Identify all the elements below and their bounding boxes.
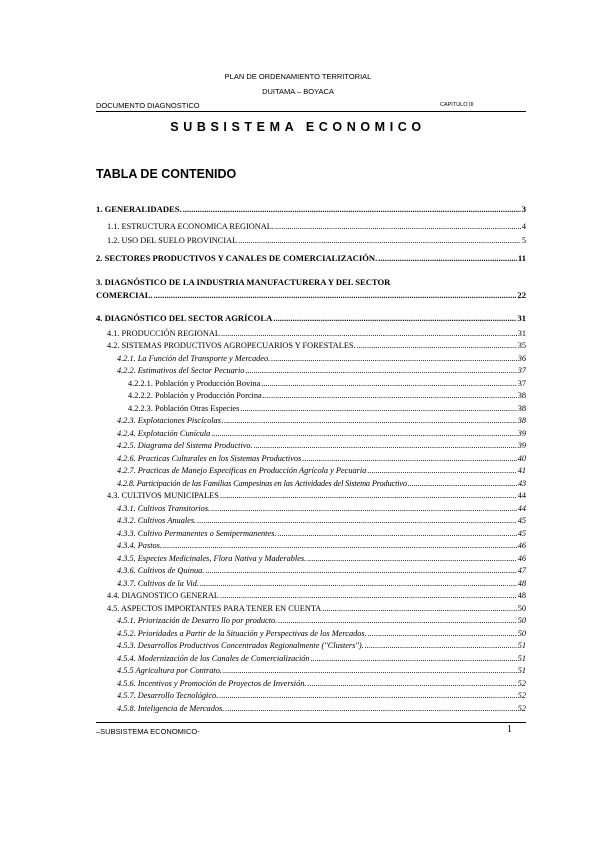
header-document-label: DOCUMENTO DIAGNOSTICO — [96, 101, 200, 110]
toc-entry-4-2-8[interactable]: 4.2.8. Participación de las Familias Campesinas en las Actividades del Sistema Productivo ..... 43 — [117, 479, 526, 488]
footer-divider — [96, 722, 526, 723]
toc-entry-4-5-4[interactable]: 4.5.4. Modernización de los Canales de Comercialización ..... 51 — [117, 654, 526, 663]
toc-entry-4-2-2[interactable]: 4.2.2. Estimativos del Sector Pecuario ..... 37 — [117, 366, 526, 375]
toc-entry-4-3-2[interactable]: 4.3.2. Cultivos Anuales. ..... 45 — [117, 516, 526, 525]
toc-entry-4-3-3[interactable]: 4.3.3. Cultivo Permanentes o Semipermanentes. ..... 45 — [117, 529, 526, 538]
toc-entry-1-2[interactable]: 1.2. USO DEL SUELO PROVINCIAL ..... 5 — [107, 236, 526, 245]
toc-entry-4-2-2-1[interactable]: 4.2.2.1. Población y Producción Bovina ..... 37 — [128, 379, 526, 388]
toc-entry-4-2-5[interactable]: 4.2.5. Diagrama del Sistema Productivo. ..... 39 — [117, 441, 526, 450]
toc-entry-4-2-7[interactable]: 4.2.7. Practicas de Manejo Especificas en Producción Agrícola y Pecuaria ..... 41 — [117, 466, 526, 475]
toc-entry-4-2-2-3[interactable]: 4.2.2.3. Población Otras Especies ..... 38 — [128, 404, 526, 413]
toc-entry-4-2-4[interactable]: 4.2.4. Explotación Cunícula ..... 39 — [117, 429, 526, 438]
toc-entry-1[interactable]: 1. GENERALIDADES. ..... 3 — [96, 204, 526, 214]
toc-entry-4-5[interactable]: 4.5. ASPECTOS IMPORTANTES PARA TENER EN CUENTA ..... 50 — [107, 604, 526, 613]
toc-entry-4-2[interactable]: 4.2. SISTEMAS PRODUCTIVOS AGROPECUARIOS Y FORESTALES. ..... 35 — [107, 341, 526, 350]
toc-entry-4-3-4[interactable]: 4.3.4. Pastos. ..... 46 — [117, 541, 526, 550]
toc-entry-1-1[interactable]: 1.1. ESTRUCTURA ECONOMICA REGIONAL. ..... 4 — [107, 222, 526, 231]
header-plan-title: PLAN DE ORDENAMIENTO TERRITORIAL — [224, 72, 372, 81]
toc-entry-4-3-6[interactable]: 4.3.6. Cultivos de Quinua. ..... 47 — [117, 566, 526, 575]
toc-entry-4-5-7[interactable]: 4.5.7. Desarrollo Tecnológico. ..... 52 — [117, 691, 526, 700]
toc-entry-4-5-6[interactable]: 4.5.6. Incentivos y Promoción de Proyectos de Inversión. ..... 52 — [117, 679, 526, 688]
toc-entry-4-5-8[interactable]: 4.5.8. Inteligencia de Mercados. ..... 52 — [117, 704, 526, 713]
toc-entry-4-1[interactable]: 4.1. PRODUCCIÓN REGIONAL ..... 31 — [107, 329, 526, 338]
header-chapter-label: CAPITULO III — [440, 102, 474, 108]
toc-heading: TABLA DE CONTENIDO — [96, 167, 237, 181]
toc-entry-4[interactable]: 4. DIAGNÓSTICO DEL SECTOR AGRÍCOLA ..... 31 — [96, 313, 526, 323]
toc-entry-4-3-1[interactable]: 4.3.1. Cultivos Transitorios. ..... 44 — [117, 504, 526, 513]
toc-entry-4-5-5[interactable]: 4.5.5 Agricultura por Contrato. ..... 51 — [117, 666, 526, 675]
toc-entry-4-3-7[interactable]: 4.3.7. Cultivos de la Vid. ..... 48 — [117, 579, 526, 588]
header-document-row — [96, 101, 526, 112]
toc-entry-4-3[interactable]: 4.3. CULTIVOS MUNICIPALES ..... 44 — [107, 491, 526, 500]
toc-entry-2[interactable]: 2. SECTORES PRODUCTIVOS Y CANALES DE COMERCIALIZACIÓN. ..... 11 — [96, 253, 526, 263]
toc-entry-4-5-1[interactable]: 4.5.1. Priorización de Desarro llo por producto. ..... 50 — [117, 616, 526, 625]
toc-entry-4-2-6[interactable]: 4.2.6. Practicas Culturales en los Sistemas Productivos ..... 40 — [117, 454, 526, 463]
toc-entry-4-5-2[interactable]: 4.5.2. Prioridades a Partir de la Situación y Perspectivas de los Mercados. ..... 50 — [117, 629, 526, 638]
footer-label: –SUBSISTEMA ECONOMICO- — [96, 727, 200, 736]
toc-entry-4-2-2-2[interactable]: 4.2.2.2. Población y Producción Porcina ..... 38 — [128, 391, 526, 400]
toc-entry-3-line1[interactable]: 3. DIAGNÓSTICO DE LA INDUSTRIA MANUFACTURERA Y DEL SECTOR — [96, 277, 391, 287]
subsystem-title: SUBSISTEMA ECONOMICO — [170, 120, 426, 134]
toc-entry-4-2-1[interactable]: 4.2.1. La Función del Transporte y Mercadeo. ..... 36 — [117, 354, 526, 363]
toc-entry-4-2-3[interactable]: 4.2.3. Explotaciones Piscícolas ..... 38 — [117, 416, 526, 425]
footer-page-number: 1 — [507, 724, 512, 735]
toc-entry-4-5-3[interactable]: 4.5.3. Desarrollos Productivos Concentrados Regionalmente ("Clusters"). ..... 51 — [117, 641, 526, 650]
toc-entry-3[interactable]: COMERCIAL. ..... 22 — [96, 290, 526, 300]
toc-entry-4-3-5[interactable]: 4.3.5. Especies Medicinales, Flora Nativa y Maderables. ..... 46 — [117, 554, 526, 563]
header-location: DUITAMA – BOYACA — [262, 87, 334, 96]
toc-entry-4-4[interactable]: 4.4. DIAGNOSTICO GENERAL ..... 48 — [107, 591, 526, 600]
